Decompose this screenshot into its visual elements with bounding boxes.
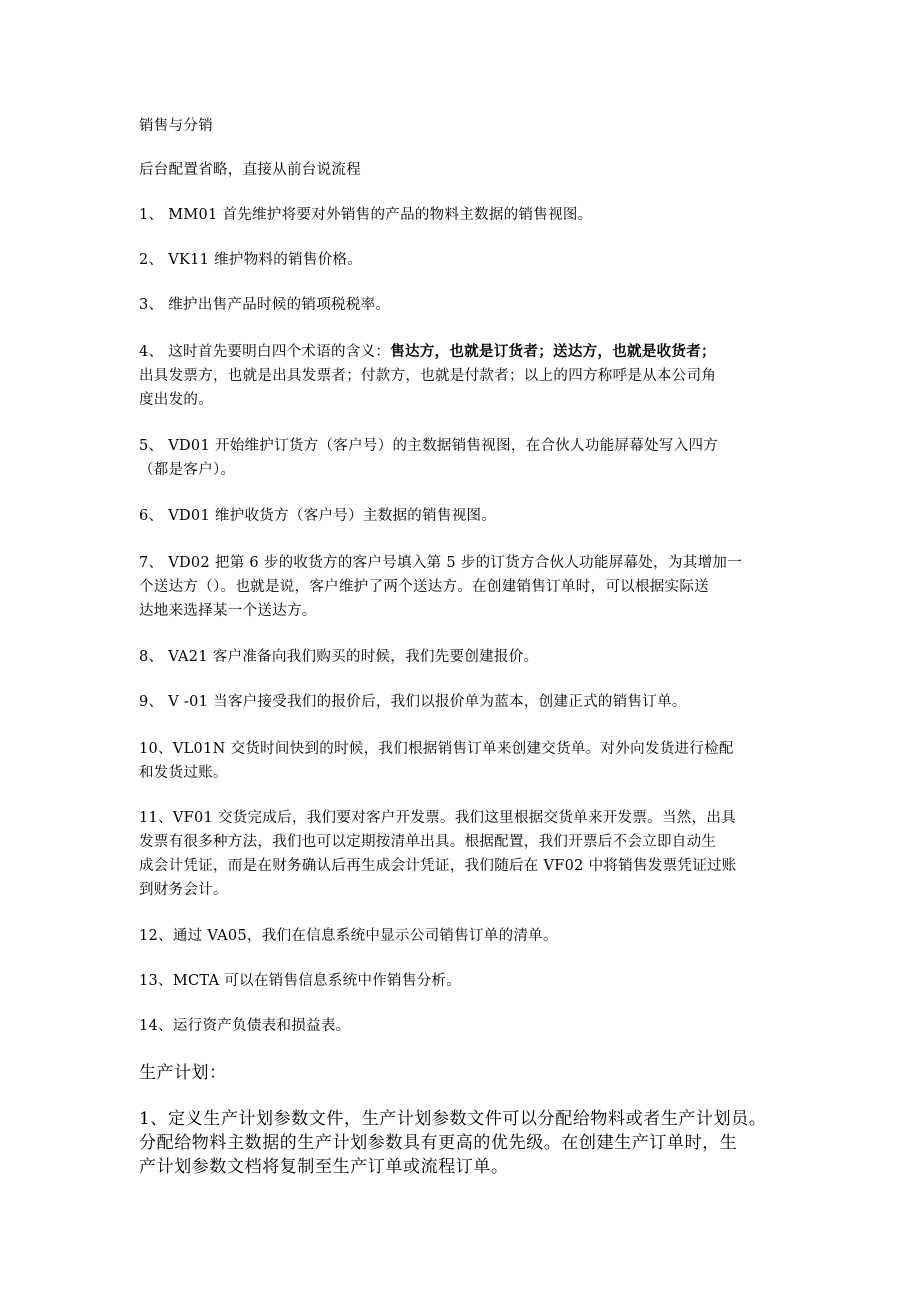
step-1-line: 1、 MM01 首先维护将要对外销售的产品的物料主数据的销售视图。 <box>139 207 593 223</box>
step-4-line-2: 出具发票方，也就是出具发票者；付款方，也就是付款者；以上的四方称呼是从本公司角 <box>139 368 717 384</box>
step-9-line: 9、 V -01 当客户接受我们的报价后，我们以报价单为蓝本，创建正式的销售订单。 <box>139 694 687 710</box>
step-5 <box>139 434 718 482</box>
step-5-line-1: 5、 VD01 开始维护订货方（客户号）的主数据销售视图，在合伙人功能屏幕处写入四方 <box>139 438 719 454</box>
step-10 <box>139 737 734 785</box>
section-2-paragraph <box>139 1107 766 1179</box>
section-2-line-2: 分配给物料主数据的生产计划参数具有更高的优先级。在创建生产订单时，生 <box>139 1133 738 1153</box>
step-11-line-1: 11、VF01 交货完成后，我们要对客户开发票。我们这里根据交货单来开发票。当然，出具 <box>139 810 736 826</box>
step-14 <box>139 1014 350 1038</box>
step-3-line: 3、 维护出售产品时候的销项税税率。 <box>139 297 391 313</box>
intro-paragraph: 后台配置省略，直接从前台说流程 <box>139 162 361 178</box>
step-11-line-2: 发票有很多种方法，我们也可以定期按清单出具。根据配置，我们开票后不会立即自动生 <box>139 834 717 850</box>
section-2-title: 生产计划： <box>139 1063 227 1083</box>
step-4 <box>139 340 716 412</box>
step-10-line-1: 10、VL01N 交货时间快到的时候，我们根据销售订单来创建交货单。对外向发货进行检配 <box>139 741 734 757</box>
step-7-line-2: 个送达方（）。也就是说，客户维护了两个送达方。在创建销售订单时，可以根据实际送 <box>139 579 709 595</box>
step-14-line: 14、运行资产负债表和损益表。 <box>139 1018 351 1034</box>
step-6 <box>139 504 496 528</box>
step-4-bold-terms: 售达方，也就是订货者；送达方，也就是收货者； <box>390 343 716 360</box>
step-3 <box>139 293 390 317</box>
step-11-line-3: 成会计凭证，而是在财务确认后再生成会计凭证，我们随后在 VF02 中将销售发票凭证过账 <box>139 858 737 874</box>
step-11 <box>139 806 737 902</box>
step-8 <box>139 645 538 669</box>
document-title: 销售与分销 <box>139 118 213 134</box>
step-6-line: 6、 VD01 维护收货方（客户号）主数据的销售视图。 <box>139 508 497 524</box>
step-8-line: 8、 VA21 客户准备向我们购买的时候，我们先要创建报价。 <box>139 649 539 665</box>
step-4-line-3: 度出发的。 <box>139 392 213 408</box>
step-2-line: 2、 VK11 维护物料的销售价格。 <box>139 252 363 268</box>
step-4-prefix: 4、 这时首先要明白四个术语的含义： <box>139 344 391 360</box>
step-13-line: 13、MCTA 可以在销售信息系统中作销售分析。 <box>139 973 462 989</box>
step-13 <box>139 969 461 993</box>
step-11-line-4: 到财务会计。 <box>139 882 228 898</box>
step-2 <box>139 248 362 272</box>
step-7 <box>139 551 742 623</box>
step-12 <box>139 924 558 948</box>
step-12-line: 12、通过 VA05，我们在信息系统中显示公司销售订单的清单。 <box>139 928 558 944</box>
step-1 <box>139 203 593 227</box>
step-9 <box>139 690 687 714</box>
section-2-line-3: 产计划参数文档将复制至生产订单或流程订单。 <box>139 1157 509 1177</box>
step-5-line-2: （都是客户）。 <box>139 462 236 478</box>
step-4-line-1 <box>139 340 716 364</box>
step-10-line-2: 和发货过账。 <box>139 765 228 781</box>
step-7-line-3: 达地来选择某一个送达方。 <box>139 603 317 619</box>
step-7-line-1: 7、 VD02 把第 6 步的收货方的客户号填入第 5 步的订货方合伙人功能屏幕处，为其增加一 <box>139 555 742 571</box>
section-2-line-1: 1、定义生产计划参数文件，生产计划参数文件可以分配给物料或者生产计划员。 <box>139 1109 767 1129</box>
